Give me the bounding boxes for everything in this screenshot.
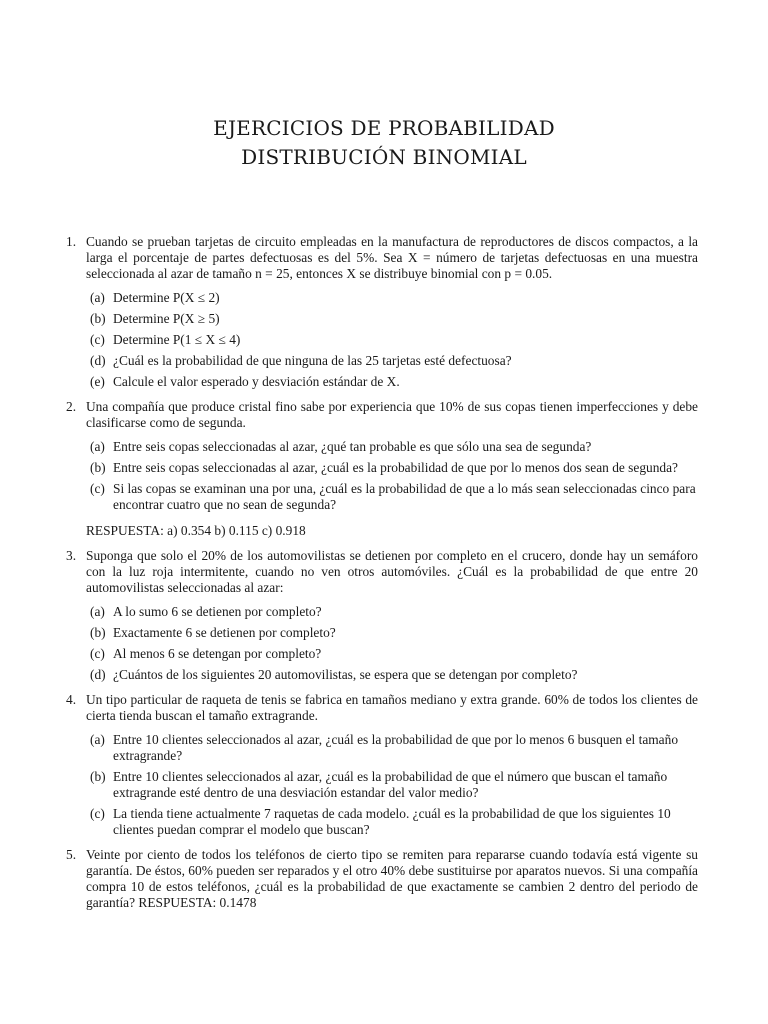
subquestion: [86, 646, 698, 662]
problem-statement: Una compañía que produce cristal fino sabe por experiencia que 10% de sus copas tienen imperfecciones y debe clasificarse como de segunda.: [86, 399, 698, 430]
subquestion-text: Entre 10 clientes seleccionados al azar, ¿cuál es la probabilidad de que por lo menos 6 busquen el tamaño extragrande?: [113, 732, 679, 763]
subquestion: [86, 439, 698, 455]
subquestion-text: Entre 10 clientes seleccionados al azar, ¿cuál es la probabilidad de que el número que buscan el tamaño extragrande esté dentro de una desviación estandar del valor medio?: [113, 769, 668, 800]
problem-statement: Cuando se prueban tarjetas de circuito empleadas en la manufactura de reproductores de discos compactos, a la larga el porcentaje de partes defectuosas es del 5%. Sea X = número de tarjetas defectuosas en una muestra seleccionada al azar de tamaño n = 25, entonces X se distribuye binomial con p = 0.05.: [86, 234, 698, 281]
problem-number: 3.: [66, 548, 77, 563]
subquestion-text: Entre seis copas seleccionadas al azar, ¿qué tan probable es que sólo una sea de segunda?: [113, 439, 592, 454]
subquestion-list: [86, 439, 698, 513]
subquestion-label: (a): [90, 439, 105, 454]
subquestion-label: (a): [90, 290, 105, 305]
problem-number: 5.: [66, 847, 77, 862]
subquestion-text: Exactamente 6 se detienen por completo?: [113, 625, 336, 640]
subquestion: [86, 732, 698, 764]
problem-number: 1.: [66, 234, 77, 249]
problem-list: [66, 234, 698, 920]
subquestion-text: Calcule el valor esperado y desviación estándar de X.: [113, 374, 400, 389]
subquestion-text: Entre seis copas seleccionadas al azar, ¿cuál es la probabilidad de que por lo menos dos sean de segunda?: [113, 460, 679, 475]
subquestion-label: (a): [90, 732, 105, 747]
subquestion-text: Al menos 6 se detengan por completo?: [113, 646, 322, 661]
subquestion-label: (c): [90, 481, 105, 496]
subquestion: [86, 481, 698, 513]
subquestion-text: Determine P(1 ≤ X ≤ 4): [113, 332, 241, 347]
subquestion-label: (c): [90, 806, 105, 821]
subquestion-text: A lo sumo 6 se detienen por completo?: [113, 604, 322, 619]
subquestion-list: [86, 604, 698, 683]
subquestion: [86, 353, 698, 369]
subquestion: [86, 332, 698, 348]
document-title: [0, 114, 768, 172]
subquestion-text: Si las copas se examinan una por una, ¿cuál es la probabilidad de que a lo más sean seleccionadas cinco para encontrar cuatro que no sean de segunda?: [113, 481, 696, 512]
subquestion-label: (d): [90, 667, 106, 682]
subquestion-label: (e): [90, 374, 105, 389]
subquestion-text: ¿Cuál es la probabilidad de que ninguna de las 25 tarjetas esté defectuosa?: [113, 353, 512, 368]
subquestion-label: (b): [90, 625, 106, 640]
problem-5: [66, 847, 698, 911]
subquestion-label: (d): [90, 353, 106, 368]
subquestion: [86, 374, 698, 390]
subquestion-text: ¿Cuántos de los siguientes 20 automovilistas, se espera que se detengan por completo?: [113, 667, 578, 682]
subquestion-label: (a): [90, 604, 105, 619]
subquestion-label: (b): [90, 311, 106, 326]
subquestion: [86, 667, 698, 683]
subquestion: [86, 290, 698, 306]
subquestion-label: (c): [90, 646, 105, 661]
subquestion: [86, 604, 698, 620]
title-line-1: EJERCICIOS DE PROBABILIDAD: [213, 116, 555, 140]
subquestion: [86, 769, 698, 801]
subquestion-text: La tienda tiene actualmente 7 raquetas de cada modelo. ¿cuál es la probabilidad de que los siguientes 10 clientes puedan comprar el modelo que buscan?: [113, 806, 671, 837]
subquestion: [86, 460, 698, 476]
subquestion-list: [86, 290, 698, 390]
subquestion-text: Determine P(X ≤ 2): [113, 290, 220, 305]
subquestion-list: [86, 732, 698, 838]
subquestion-label: (b): [90, 769, 106, 784]
subquestion: [86, 625, 698, 641]
answer-line: RESPUESTA: a) 0.354 b) 0.115 c) 0.918: [86, 523, 306, 538]
problem-statement: Suponga que solo el 20% de los automovilistas se detienen por completo en el crucero, donde hay un semáforo con la luz roja intermitente, cuando no ven otros automóviles. ¿Cuál es la probabilidad de que entre 20 automovilistas seleccionadas al azar:: [86, 548, 698, 595]
problem-3: [66, 548, 698, 683]
subquestion: [86, 311, 698, 327]
problem-statement: Un tipo particular de raqueta de tenis se fabrica en tamaños mediano y extra grande. 60% de todos los clientes de cierta tienda buscan el tamaño extragrande.: [86, 692, 698, 723]
title-line-2: DISTRIBUCIÓN BINOMIAL: [241, 145, 527, 169]
subquestion: [86, 806, 698, 838]
subquestion-label: (b): [90, 460, 106, 475]
subquestion-text: Determine P(X ≥ 5): [113, 311, 220, 326]
problem-4: [66, 692, 698, 838]
problem-statement: Veinte por ciento de todos los teléfonos de cierto tipo se remiten para repararse cuando todavía está vigente su garantía. De éstos, 60% pueden ser reparados y el otro 40% debe sustituirse por aparatos nuevos. Si una compañía compra 10 de estos teléfonos, ¿cuál es la probabilidad de que exactamente se cambien 2 dentro del periodo de garantía? RESPUESTA: 0.1478: [86, 847, 698, 910]
problem-2: [66, 399, 698, 539]
problem-1: [66, 234, 698, 390]
subquestion-label: (c): [90, 332, 105, 347]
problem-number: 4.: [66, 692, 77, 707]
problem-number: 2.: [66, 399, 77, 414]
